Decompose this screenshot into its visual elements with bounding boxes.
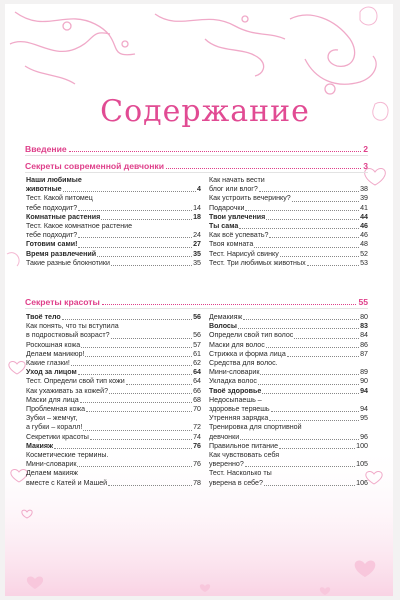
toc-entry-page: 66 — [193, 386, 201, 395]
toc-entry-page: 86 — [360, 340, 368, 349]
leader-dots — [260, 374, 359, 375]
leader-dots — [287, 356, 359, 357]
leader-dots — [77, 466, 192, 467]
toc-entry-label: Тренировка для спортивной — [209, 423, 302, 432]
leader-dots — [262, 393, 359, 394]
leader-dots — [259, 191, 359, 192]
toc-entry-label: уверена в себе? — [209, 478, 263, 487]
toc-entry-page: 35 — [193, 258, 201, 267]
toc-entry — [209, 341, 368, 350]
toc-column-left-2 — [26, 313, 201, 488]
toc-entry — [209, 405, 368, 414]
toc-entry-page: 14 — [193, 203, 201, 212]
toc-entry-page: 18 — [193, 212, 201, 221]
toc-entry-page: 35 — [193, 249, 201, 258]
toc-entry — [26, 377, 201, 386]
leader-dots — [254, 247, 359, 248]
swirl-ornament — [10, 12, 376, 94]
toc-entry-page: 48 — [360, 240, 368, 249]
toc-entry-page: 94 — [360, 405, 368, 414]
toc-entry — [209, 231, 368, 240]
toc-entry-page: 94 — [360, 386, 368, 395]
toc-entry-label: Мини-словарик — [209, 368, 260, 377]
leader-dots — [271, 411, 360, 412]
toc-entry — [209, 433, 368, 442]
toc-entry-label: Делаем макияж — [26, 469, 78, 478]
leader-dots — [258, 384, 359, 385]
leader-dots — [239, 228, 359, 229]
toc-entry-label: уверенно? — [209, 460, 244, 469]
leader-dots — [269, 237, 359, 238]
toc-entry — [26, 387, 201, 396]
toc-entry-label: Тест. Какое комнатное растение — [26, 222, 133, 231]
toc-entry-label: Маски для волос — [209, 340, 265, 349]
toc-entry-label: животные — [26, 185, 62, 194]
toc-entry-label: здоровье теряешь — [209, 405, 270, 414]
toc-entry-page: 38 — [360, 185, 368, 194]
toc-entry-label: Твоё здоровье — [209, 386, 262, 395]
toc-entry-page: 78 — [193, 478, 201, 487]
toc-entry — [209, 204, 368, 213]
leader-dots — [111, 265, 192, 266]
toc-entry — [209, 396, 368, 405]
leader-dots — [307, 265, 359, 266]
toc-entry-label: девчонки — [209, 432, 240, 441]
leader-dots — [86, 411, 192, 412]
leader-dots — [71, 365, 192, 366]
toc-entry-label: тебе подходит? — [26, 231, 78, 240]
toc-entry — [26, 350, 201, 359]
toc-entry-label: блог или влог? — [209, 185, 258, 194]
toc-entry-page: 46 — [360, 231, 368, 240]
toc-entry — [209, 250, 368, 259]
toc-entry-label: Уход за лицом — [26, 368, 77, 377]
leader-dots — [269, 420, 359, 421]
leader-dots — [240, 439, 359, 440]
toc-entry — [209, 414, 368, 423]
leader-dots — [78, 210, 192, 211]
toc-entry-page: 80 — [360, 313, 368, 321]
toc-entry-page: 96 — [360, 432, 368, 441]
toc-entry-label: Как всё успевать? — [209, 231, 269, 240]
leader-dots — [245, 210, 359, 211]
leader-dots — [90, 439, 192, 440]
toc-entry — [26, 341, 201, 350]
toc-entry-label: Укладка волос — [209, 377, 257, 386]
toc-entry — [209, 313, 368, 322]
toc-entry — [209, 368, 368, 377]
toc-entry-page: 24 — [193, 231, 201, 240]
toc-entry-page: 39 — [360, 194, 368, 203]
toc-entry-page: 57 — [193, 340, 201, 349]
toc-entry-page: 74 — [193, 432, 201, 441]
leader-dots — [80, 402, 192, 403]
toc-entry-label: Как начать вести — [209, 176, 265, 184]
toc-entry — [209, 350, 368, 359]
section-label: Секреты красоты — [25, 297, 100, 307]
section-label: Секреты современной девчонки — [25, 161, 165, 171]
toc-entry-label: Твоя комната — [209, 240, 254, 249]
leader-dots — [238, 328, 359, 329]
toc-entry-label: Как ухаживать за кожей? — [26, 386, 109, 395]
leader-dots — [243, 319, 359, 320]
toc-entry-page: 27 — [193, 240, 201, 249]
toc-entry-page: 61 — [193, 349, 201, 358]
toc-entry-label: а губки – коралл! — [26, 423, 83, 432]
toc-entry — [26, 240, 201, 249]
section-page: 3 — [363, 161, 368, 171]
toc-entry — [209, 213, 368, 222]
toc-entry-page: 76 — [193, 441, 201, 450]
toc-entry — [26, 194, 201, 203]
toc-entry-label: Твоё тело — [26, 313, 61, 321]
toc-entry — [209, 423, 368, 432]
toc-entry-page: 4 — [197, 185, 201, 194]
toc-entry — [209, 387, 368, 396]
toc-entry-page: 41 — [360, 203, 368, 212]
leader-dots — [54, 448, 192, 449]
toc-entry — [26, 469, 201, 478]
section-page: 2 — [363, 144, 368, 154]
toc-entry — [209, 359, 368, 368]
toc-entry — [209, 176, 368, 185]
toc-entry — [26, 313, 201, 322]
toc-entry-label: Такие разные блокнотики — [26, 258, 110, 267]
leader-dots — [85, 356, 192, 357]
leader-dots — [280, 256, 359, 257]
toc-entry-page: 95 — [360, 414, 368, 423]
toc-entry — [209, 240, 368, 249]
toc-entry-label: Как чувствовать себя — [209, 451, 280, 460]
toc-entry-page: 56 — [193, 313, 201, 321]
toc-entry-label: Какие глазки! — [26, 359, 70, 368]
toc-entry — [209, 222, 368, 231]
toc-entry-page: 90 — [360, 377, 368, 386]
toc-entry — [26, 460, 201, 469]
toc-entry-label: Правильное питание — [209, 441, 279, 450]
leader-dots — [279, 448, 355, 449]
toc-entry — [209, 194, 368, 203]
toc-entry — [26, 442, 201, 451]
toc-entry-label: Секретики красоты — [26, 432, 89, 441]
toc-entry — [26, 433, 201, 442]
toc-entry-page: 83 — [360, 322, 368, 331]
toc-entry-label: Проблемная кожа — [26, 405, 86, 414]
toc-entry — [26, 368, 201, 377]
toc-entry — [26, 213, 201, 222]
toc-column-right-1 — [209, 176, 368, 268]
toc-entry-label: Макияж — [26, 441, 54, 450]
toc-entry — [26, 250, 201, 259]
leader-dots — [109, 393, 192, 394]
toc-entry-page: 64 — [193, 368, 201, 377]
toc-entry-page: 53 — [360, 258, 368, 267]
toc-entry-label: Ты сама — [209, 222, 239, 231]
toc-entry-label: Утренняя зарядка — [209, 414, 269, 423]
toc-entry — [209, 479, 368, 488]
toc-entry-page: 89 — [360, 368, 368, 377]
toc-entry-page: 52 — [360, 249, 368, 258]
toc-entry-page: 46 — [360, 222, 368, 231]
toc-entry-label: Как устроить вечеринку? — [209, 194, 291, 203]
leader-dots — [264, 485, 355, 486]
section-beauty — [25, 297, 368, 309]
toc-entry-label: Тест. Насколько ты — [209, 469, 272, 478]
leader-dots — [292, 201, 359, 202]
toc-entry-label: Мини-словарик — [26, 460, 77, 469]
toc-entry-label: Готовим сами! — [26, 240, 78, 249]
toc-column-right-2 — [209, 313, 368, 488]
toc-entry-label: Косметические термины. — [26, 451, 109, 460]
page-title: Содержание — [100, 94, 310, 129]
leader-dots — [126, 384, 192, 385]
toc-entry-label: Определи свой тип волос — [209, 331, 294, 340]
toc-entry-page: 62 — [193, 359, 201, 368]
toc-entry-label: тебе подходит? — [26, 203, 78, 212]
leader-dots — [81, 347, 192, 348]
leader-dots — [63, 191, 196, 192]
leader-dots — [266, 347, 359, 348]
toc-entry-page: 64 — [193, 377, 201, 386]
section-intro — [25, 144, 368, 156]
toc-entry-label: Комнатные растения — [26, 212, 101, 221]
leader-dots — [108, 485, 192, 486]
toc-entry — [209, 331, 368, 340]
toc-entry-label: Делаем маникюр! — [26, 349, 85, 358]
toc-entry-label: Недосыпаешь – — [209, 395, 262, 404]
toc-entry-label: Тест. Три любимых животных — [209, 258, 306, 267]
leader-dots — [294, 338, 359, 339]
toc-entry-label: в подростковый возраст? — [26, 331, 110, 340]
toc-entry-page: 84 — [360, 331, 368, 340]
toc-entry — [26, 479, 201, 488]
toc-entry-label: Наши любимые — [26, 176, 82, 184]
toc-entry-page: 106 — [356, 478, 368, 487]
toc-entry — [209, 322, 368, 331]
toc-entry — [26, 222, 201, 231]
toc-entry-label: Твои увлечения — [209, 212, 266, 221]
toc-entry — [26, 204, 201, 213]
toc-entry-page: 68 — [193, 395, 201, 404]
section-secrets-girl — [25, 161, 368, 173]
toc-entry-page: 72 — [193, 423, 201, 432]
toc-entry-page: 56 — [193, 331, 201, 340]
toc-entry — [209, 377, 368, 386]
toc-entry-page: 76 — [193, 460, 201, 469]
toc-entry — [26, 259, 201, 268]
leader-dots — [101, 219, 192, 220]
leader-dots — [245, 466, 355, 467]
toc-entry-label: Стрижка и форма лица — [209, 349, 286, 358]
toc-entry-page: 100 — [356, 441, 368, 450]
toc-entry-page: 105 — [356, 460, 368, 469]
leader-dots — [266, 219, 359, 220]
toc-entry — [26, 396, 201, 405]
toc-entry-label: Волосы — [209, 322, 237, 331]
toc-entry-label: Подарочки — [209, 203, 245, 212]
toc-entry — [26, 359, 201, 368]
leader-dots — [97, 256, 192, 257]
toc-entry — [209, 185, 368, 194]
toc-entry — [26, 176, 201, 185]
toc-entry-label: Зубки – жемчуг, — [26, 414, 78, 423]
toc-entry-label: Время развлечений — [26, 249, 97, 258]
leader-dots — [78, 374, 192, 375]
leader-dots — [111, 338, 193, 339]
leader-dots — [83, 430, 192, 431]
toc-entry — [209, 469, 368, 478]
toc-entry — [26, 185, 201, 194]
toc-entry — [26, 423, 201, 432]
toc-entry-label: Средства для волос. — [209, 359, 278, 368]
leader-dots — [78, 247, 192, 248]
toc-entry-label: вместе с Катей и Машей — [26, 478, 108, 487]
toc-entry-page: 70 — [193, 405, 201, 414]
toc-entry-label: Тест. Какой питомец — [26, 194, 93, 203]
toc-entry — [26, 414, 201, 423]
toc-entry — [209, 451, 368, 460]
toc-entry-page: 44 — [360, 212, 368, 221]
toc-entry — [26, 231, 201, 240]
book-page — [5, 4, 393, 596]
leader-dots — [62, 319, 192, 320]
section-label: Введение — [25, 144, 67, 154]
toc-entry-label: Роскошная кожа — [26, 340, 81, 349]
toc-entry-label: Тест. Определи свой тип кожи — [26, 377, 125, 386]
toc-entry-page: 87 — [360, 349, 368, 358]
toc-entry — [26, 331, 201, 340]
toc-entry-label: Тест. Нарисуй свинку — [209, 249, 279, 258]
toc-entry-label: Демакияж — [209, 313, 243, 321]
toc-column-left-1 — [26, 176, 201, 268]
toc-entry-label: Маски для лица — [26, 395, 79, 404]
toc-entry-label: Как понять, что ты вступила — [26, 322, 119, 331]
toc-entry — [26, 405, 201, 414]
toc-entry — [209, 259, 368, 268]
section-page: 55 — [358, 297, 368, 307]
toc-entry — [26, 451, 201, 460]
leader-dots — [78, 237, 192, 238]
toc-entry — [26, 322, 201, 331]
toc-entry — [209, 442, 368, 451]
toc-entry — [209, 460, 368, 469]
